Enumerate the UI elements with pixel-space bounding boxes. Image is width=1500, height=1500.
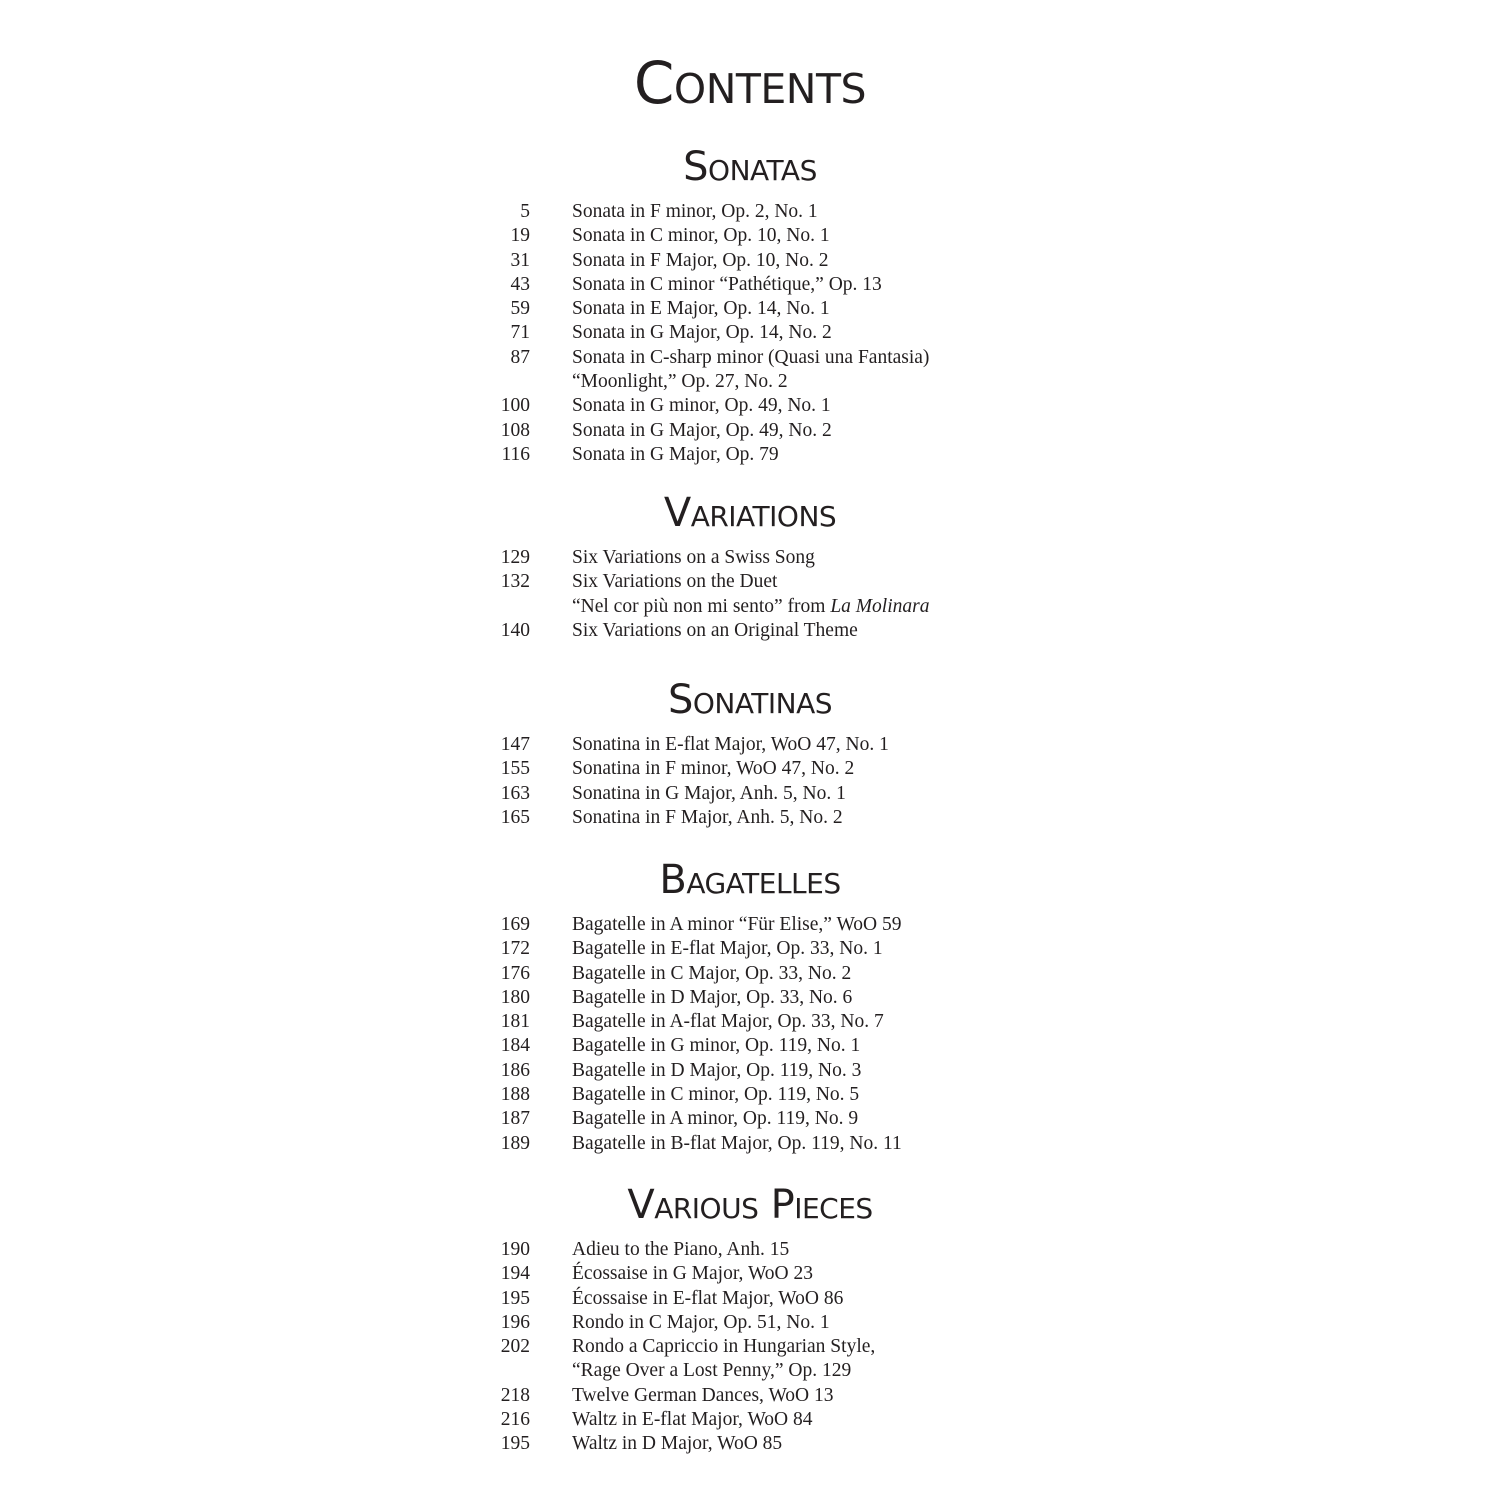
page-number: 19 <box>510 225 530 247</box>
entry-title-text: Sonata in C minor “Pathétique,” Op. 13 <box>572 273 882 295</box>
entry-title <box>572 937 1472 961</box>
toc-entry <box>0 249 1500 273</box>
page-number: 87 <box>510 346 530 368</box>
page-number: 140 <box>500 619 530 641</box>
entry-title-line <box>572 370 1472 394</box>
page-number: 195 <box>500 1287 530 1309</box>
entry-title <box>572 806 1472 830</box>
toc-entry <box>0 394 1500 418</box>
toc-entry <box>0 619 1500 643</box>
entry-title-text: Sonatina in E-flat Major, WoO 47, No. 1 <box>572 734 889 755</box>
toc-entry <box>0 200 1500 224</box>
page-number: 116 <box>501 443 530 465</box>
toc-entry <box>0 937 1500 961</box>
entry-title <box>572 1287 1472 1311</box>
entry-title-text: “Rage Over a Lost Penny,” Op. 129 <box>572 1360 852 1382</box>
entry-title-line <box>572 1010 1472 1034</box>
toc-entry <box>0 986 1500 1010</box>
page-number: 5 <box>520 201 530 222</box>
page-number: 186 <box>500 1059 530 1081</box>
page-title: Contents <box>633 49 867 117</box>
entry-title-text: Six Variations on the Duet <box>572 571 778 593</box>
entry-title-line <box>572 1359 1472 1383</box>
entry-title <box>572 1408 1472 1432</box>
entry-title <box>572 986 1472 1010</box>
entry-title-line <box>572 224 1472 248</box>
entry-title-text: Bagatelle in E-flat Major, Op. 33, No. 1 <box>572 938 883 960</box>
entry-title <box>572 546 1472 570</box>
toc-entry <box>0 1384 1500 1408</box>
entry-title <box>572 200 1472 224</box>
entry-title <box>572 913 1472 937</box>
entry-title-text: Sonata in E Major, Op. 14, No. 1 <box>572 298 830 320</box>
entry-title-line <box>572 986 1472 1010</box>
entry-title <box>572 443 1472 467</box>
entry-title-text: Écossaise in G Major, WoO 23 <box>572 1263 814 1285</box>
page-number: 202 <box>500 1336 530 1358</box>
entry-title-text: Bagatelle in B-flat Major, Op. 119, No. 11 <box>572 1132 902 1154</box>
page-number: 188 <box>500 1084 530 1106</box>
entry-title <box>572 394 1472 418</box>
entry-title-line <box>572 346 1472 370</box>
entry-title-text: Sonatina in F Major, Anh. 5, No. 2 <box>572 806 843 828</box>
entry-title-line <box>572 1034 1472 1058</box>
entry-list <box>0 913 1500 1156</box>
section-sonatinas <box>0 675 1500 830</box>
toc-entry <box>0 1238 1500 1262</box>
toc-entry <box>0 443 1500 467</box>
entry-title <box>572 1262 1472 1286</box>
page-number: 100 <box>500 395 530 417</box>
entry-title-text: Sonata in F Major, Op. 10, No. 2 <box>572 249 829 271</box>
page-number: 43 <box>510 273 530 295</box>
entry-title-line <box>572 297 1472 321</box>
entry-title-line <box>572 1262 1472 1286</box>
entry-title-text: Bagatelle in D Major, Op. 33, No. 6 <box>572 986 853 1008</box>
page-number: 155 <box>500 758 530 780</box>
page-number: 108 <box>500 419 530 441</box>
page-number: 165 <box>500 806 530 828</box>
toc-entry <box>0 782 1500 806</box>
entry-title-line <box>572 419 1472 443</box>
entry-title-line <box>572 1384 1472 1408</box>
section-various-pieces <box>0 1180 1500 1457</box>
entry-title <box>572 1384 1472 1408</box>
entry-title-line <box>572 1287 1472 1311</box>
toc-entry <box>0 346 1500 395</box>
toc-entry <box>0 757 1500 781</box>
entry-title <box>572 224 1472 248</box>
entry-title <box>572 1132 1472 1156</box>
entry-list <box>0 200 1500 467</box>
entry-title-text: “Moonlight,” Op. 27, No. 2 <box>572 371 788 393</box>
entry-title-line <box>572 1083 1472 1107</box>
entry-list <box>0 733 1500 830</box>
entry-title-line <box>572 1238 1472 1262</box>
entry-title-line <box>572 273 1472 297</box>
entry-title-line <box>572 1132 1472 1156</box>
entry-title-line <box>572 321 1472 345</box>
section-heading: Variations <box>663 490 837 536</box>
entry-title-text: Bagatelle in C minor, Op. 119, No. 5 <box>572 1084 860 1106</box>
entry-title-text: Sonatina in F minor, WoO 47, No. 2 <box>572 758 855 780</box>
entry-title-text: Bagatelle in D Major, Op. 119, No. 3 <box>572 1059 862 1081</box>
toc-entry <box>0 1335 1500 1384</box>
entry-title <box>572 1034 1472 1058</box>
page-number: 129 <box>500 547 530 568</box>
toc-entry <box>0 962 1500 986</box>
entry-title-line <box>572 1107 1472 1131</box>
entry-title <box>572 321 1472 345</box>
entry-title-line <box>572 782 1472 806</box>
entry-title <box>572 619 1472 643</box>
entry-title-line <box>572 962 1472 986</box>
entry-list <box>0 1238 1500 1457</box>
entry-title-line <box>572 546 1472 570</box>
entry-title-text: Rondo a Capriccio in Hungarian Style, <box>572 1336 876 1358</box>
entry-title-text: Écossaise in E-flat Major, WoO 86 <box>572 1287 844 1309</box>
entry-title-text: Sonata in G minor, Op. 49, No. 1 <box>572 395 831 417</box>
entry-title-line <box>572 1432 1472 1456</box>
entry-title-text: Adieu to the Piano, Anh. 15 <box>572 1239 790 1260</box>
entry-title <box>572 249 1472 273</box>
entry-title-line <box>572 394 1472 418</box>
entry-title <box>572 1311 1472 1335</box>
entry-title <box>572 1432 1472 1456</box>
entry-title <box>572 297 1472 321</box>
page-number: 147 <box>500 734 530 755</box>
toc-entry <box>0 1408 1500 1432</box>
entry-title <box>572 1059 1472 1083</box>
section-bagatelles <box>0 855 1500 1156</box>
entry-title-text: Bagatelle in A-flat Major, Op. 33, No. 7 <box>572 1011 884 1033</box>
toc-entry <box>0 419 1500 443</box>
entry-title-text: Waltz in D Major, WoO 85 <box>572 1433 783 1455</box>
page-number: 169 <box>500 914 530 935</box>
section-heading: Sonatas <box>683 144 817 190</box>
entry-title-line <box>572 806 1472 830</box>
page-number: 132 <box>500 571 530 593</box>
toc-entry <box>0 1132 1500 1156</box>
entry-title-line <box>572 1311 1472 1335</box>
page-number: 180 <box>500 986 530 1008</box>
toc-entry <box>0 570 1500 619</box>
toc-entry <box>0 297 1500 321</box>
toc-entry <box>0 913 1500 937</box>
toc-entry <box>0 1262 1500 1286</box>
entry-title-text: Sonata in F minor, Op. 2, No. 1 <box>572 201 818 222</box>
entry-title-text: Sonata in G Major, Op. 14, No. 2 <box>572 322 832 344</box>
entry-title-line <box>572 757 1472 781</box>
entry-title-line <box>572 913 1472 937</box>
entry-title-line <box>572 619 1472 643</box>
toc-entry <box>0 321 1500 345</box>
entry-title-line <box>572 937 1472 961</box>
entry-title-text: Rondo in C Major, Op. 51, No. 1 <box>572 1311 830 1333</box>
entry-title-line <box>572 443 1472 467</box>
page-number: 172 <box>500 938 530 960</box>
entry-title-line <box>572 249 1472 273</box>
entry-title-line <box>572 595 1472 619</box>
toc-entry <box>0 1432 1500 1456</box>
entry-title-line <box>572 1408 1472 1432</box>
toc-entry <box>0 273 1500 297</box>
entry-title-line <box>572 200 1472 224</box>
section-heading: Bagatelles <box>659 857 841 903</box>
entry-title-text: Sonata in G Major, Op. 49, No. 2 <box>572 419 832 441</box>
entry-title-italic: La Molinara <box>830 595 930 617</box>
entry-title-text: Sonata in C minor, Op. 10, No. 1 <box>572 225 830 247</box>
page-number: 196 <box>500 1311 530 1333</box>
entry-title-text: Sonata in C-sharp minor (Quasi una Fantasia) <box>572 346 930 368</box>
entry-title <box>572 757 1472 781</box>
entry-title <box>572 782 1472 806</box>
section-variations <box>0 488 1500 643</box>
entry-title <box>572 1107 1472 1131</box>
entry-title-text: Bagatelle in C Major, Op. 33, No. 2 <box>572 962 852 984</box>
toc-entry <box>0 546 1500 570</box>
entry-title-text: Bagatelle in A minor, Op. 119, No. 9 <box>572 1108 859 1130</box>
section-sonatas <box>0 142 1500 467</box>
entry-title <box>572 346 1472 395</box>
toc-entry <box>0 733 1500 757</box>
entry-title-text: Six Variations on a Swiss Song <box>572 547 815 568</box>
page-number: 189 <box>500 1132 530 1154</box>
toc-entry <box>0 1287 1500 1311</box>
toc-entry <box>0 1311 1500 1335</box>
section-heading: Various Pieces <box>627 1182 873 1228</box>
toc-entry <box>0 1083 1500 1107</box>
page-number: 194 <box>500 1263 530 1285</box>
entry-title-text: “Nel cor più non mi sento” from <box>572 595 831 617</box>
entry-title <box>572 419 1472 443</box>
page-number: 216 <box>500 1409 530 1431</box>
entry-title <box>572 1083 1472 1107</box>
entry-title <box>572 273 1472 297</box>
page-number: 163 <box>500 782 530 804</box>
entry-list <box>0 546 1500 643</box>
entry-title-line <box>572 733 1472 757</box>
entry-title-text: Sonatina in G Major, Anh. 5, No. 1 <box>572 782 846 804</box>
page-number: 71 <box>510 322 530 344</box>
toc-entry <box>0 224 1500 248</box>
page-number: 31 <box>510 249 530 271</box>
page-number: 176 <box>500 962 530 984</box>
entry-title <box>572 1238 1472 1262</box>
entry-title-text: Six Variations on an Original Theme <box>572 619 858 641</box>
toc-entry <box>0 806 1500 830</box>
page-number: 190 <box>500 1239 530 1260</box>
entry-title <box>572 1010 1472 1034</box>
toc-entry <box>0 1010 1500 1034</box>
page-number: 59 <box>510 298 530 320</box>
entry-title-text: Waltz in E-flat Major, WoO 84 <box>572 1409 813 1431</box>
entry-title-text: Bagatelle in G minor, Op. 119, No. 1 <box>572 1035 861 1057</box>
entry-title <box>572 1335 1472 1384</box>
entry-title <box>572 570 1472 619</box>
page-number: 181 <box>500 1011 530 1033</box>
entry-title-text: Twelve German Dances, WoO 13 <box>572 1384 834 1406</box>
toc-entry <box>0 1034 1500 1058</box>
section-heading: Sonatinas <box>667 677 833 723</box>
page-number: 195 <box>500 1433 530 1455</box>
page-number: 218 <box>500 1384 530 1406</box>
page-number: 187 <box>500 1108 530 1130</box>
entry-title-line <box>572 1335 1472 1359</box>
page-number: 184 <box>500 1035 530 1057</box>
entry-title-text: Bagatelle in A minor “Für Elise,” WoO 59 <box>572 914 902 935</box>
toc-entry <box>0 1059 1500 1083</box>
entry-title-line <box>572 570 1472 594</box>
toc-entry <box>0 1107 1500 1131</box>
entry-title-line <box>572 1059 1472 1083</box>
entry-title <box>572 733 1472 757</box>
entry-title-text: Sonata in G Major, Op. 79 <box>572 443 779 465</box>
entry-title <box>572 962 1472 986</box>
